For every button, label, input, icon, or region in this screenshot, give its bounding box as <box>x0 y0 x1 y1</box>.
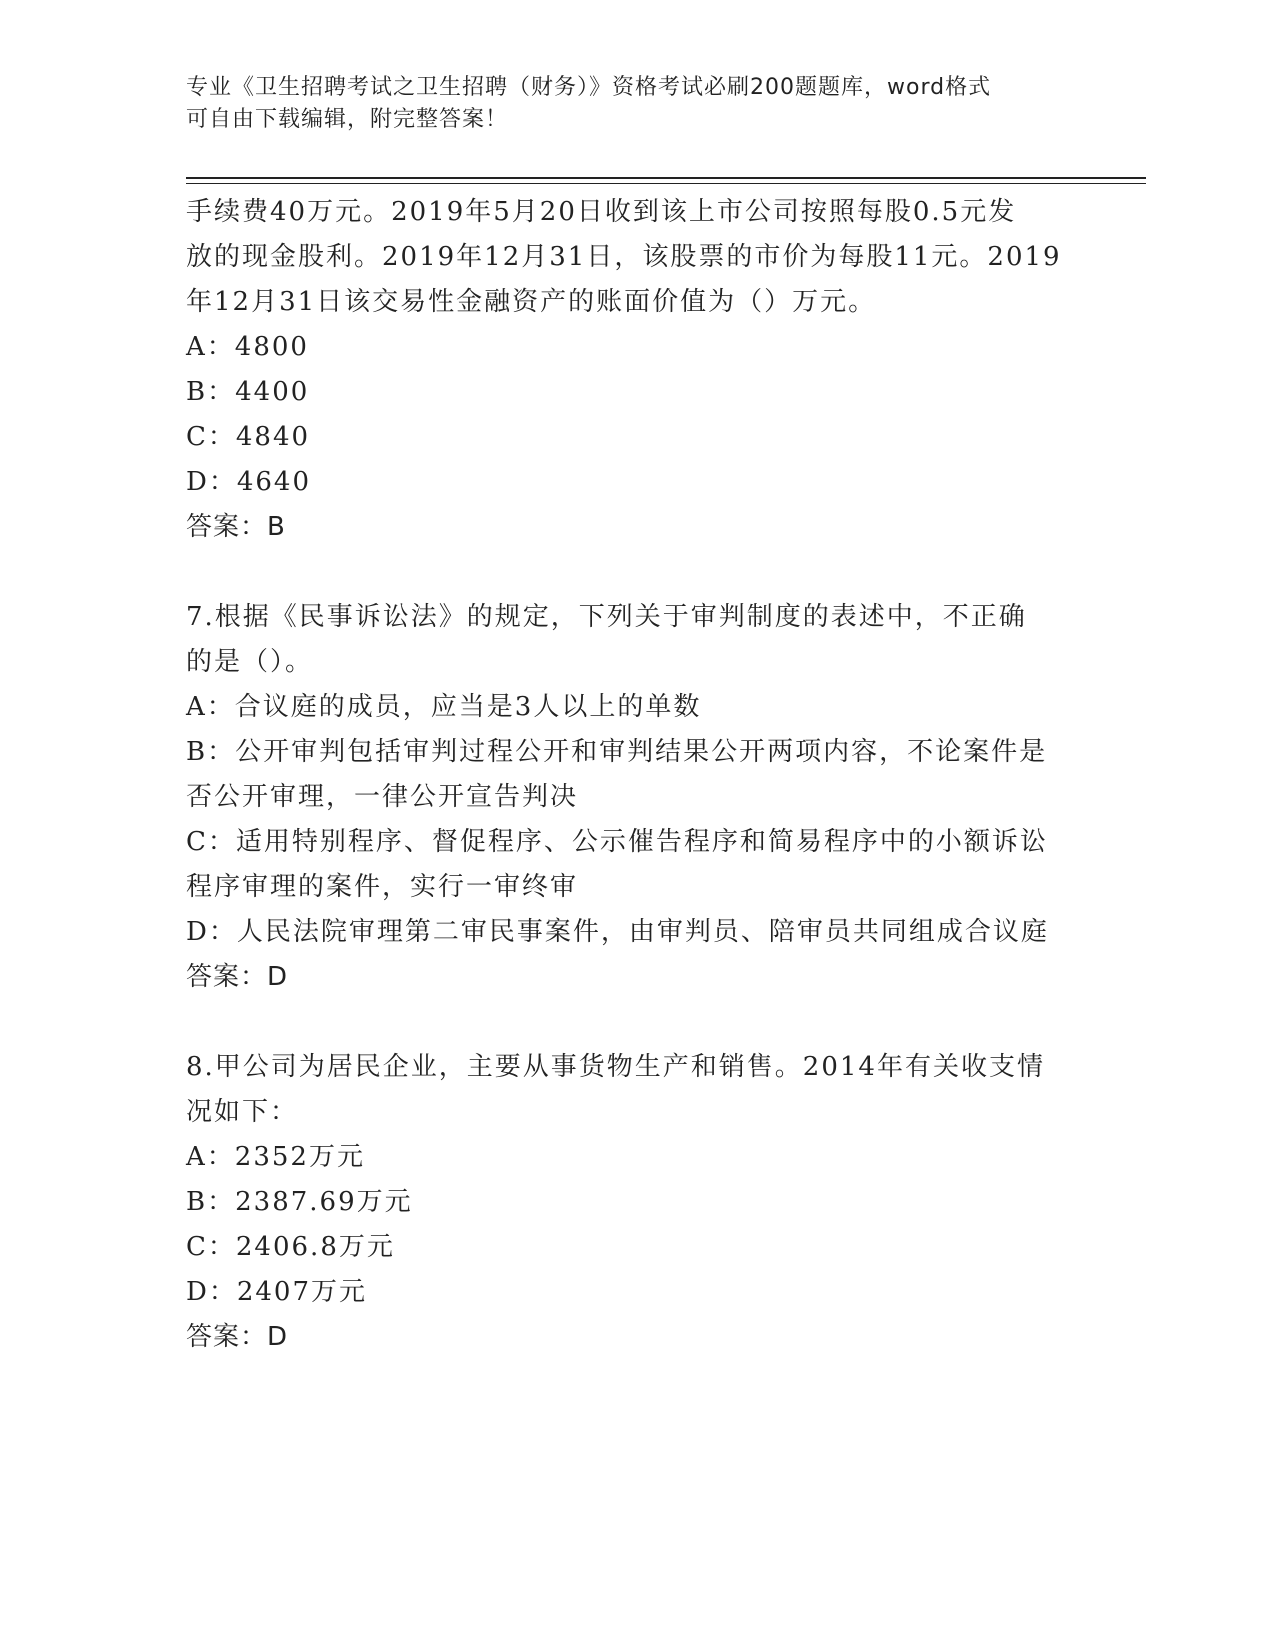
question-stem-line: 手续费40万元。2019年5月20日收到该上市公司按照每股0.5元发 <box>186 197 1017 227</box>
option-b: B：2387.69万元 <box>186 1187 413 1217</box>
option-a: A：2352万元 <box>186 1142 365 1172</box>
option-a: A：合议庭的成员，应当是3人以上的单数 <box>186 692 702 722</box>
option-b-line: B：公开审判包括审判过程公开和审判结果公开两项内容，不论案件是 <box>186 737 1048 767</box>
answer-line: 答案：D <box>186 962 289 992</box>
header-rule-thin <box>186 183 1146 184</box>
question-stem-line: 年12月31日该交易性金融资产的账面价值为（）万元。 <box>186 287 877 317</box>
question-8 <box>186 1045 1086 1360</box>
option-a: A：4800 <box>186 332 309 362</box>
option-c-line: 程序审理的案件，实行一审终审 <box>186 872 579 902</box>
question-stem-line: 的是（）。 <box>186 647 314 677</box>
document-header <box>186 72 1066 136</box>
header-line-1: 专业《卫生招聘考试之卫生招聘（财务）》资格考试必刷200题题库，word格式 <box>186 75 992 100</box>
document-body <box>186 190 1086 1360</box>
option-c: C：4840 <box>186 422 311 452</box>
option-c: C：2406.8万元 <box>186 1232 395 1262</box>
option-b-line: 否公开审理，一律公开宣告判决 <box>186 782 579 812</box>
option-d: D：2407万元 <box>186 1277 368 1307</box>
question-stem-line: 放的现金股利。2019年12月31日，该股票的市价为每股11元。2019 <box>186 242 1062 272</box>
question-stem-line: 7.根据《民事诉讼法》的规定，下列关于审判制度的表述中，不正确 <box>186 602 1027 632</box>
option-d: D：4640 <box>186 467 312 497</box>
option-b: B：4400 <box>186 377 310 407</box>
question-stem-line: 8.甲公司为居民企业，主要从事货物生产和销售。2014年有关收支情 <box>186 1052 1045 1082</box>
question-stem-line: 况如下： <box>186 1097 299 1127</box>
header-line-2: 可自由下载编辑，附完整答案！ <box>186 107 509 132</box>
option-d: D：人民法院审理第二审民事案件，由审判员、陪审员共同组成合议庭 <box>186 917 1049 947</box>
answer-line: 答案：D <box>186 1322 289 1352</box>
option-c-line: C：适用特别程序、督促程序、公示催告程序和简易程序中的小额诉讼 <box>186 827 1048 857</box>
question-6 <box>186 190 1086 550</box>
header-rule-thick <box>186 177 1146 179</box>
answer-line: 答案：B <box>186 512 286 542</box>
question-7 <box>186 595 1086 1000</box>
